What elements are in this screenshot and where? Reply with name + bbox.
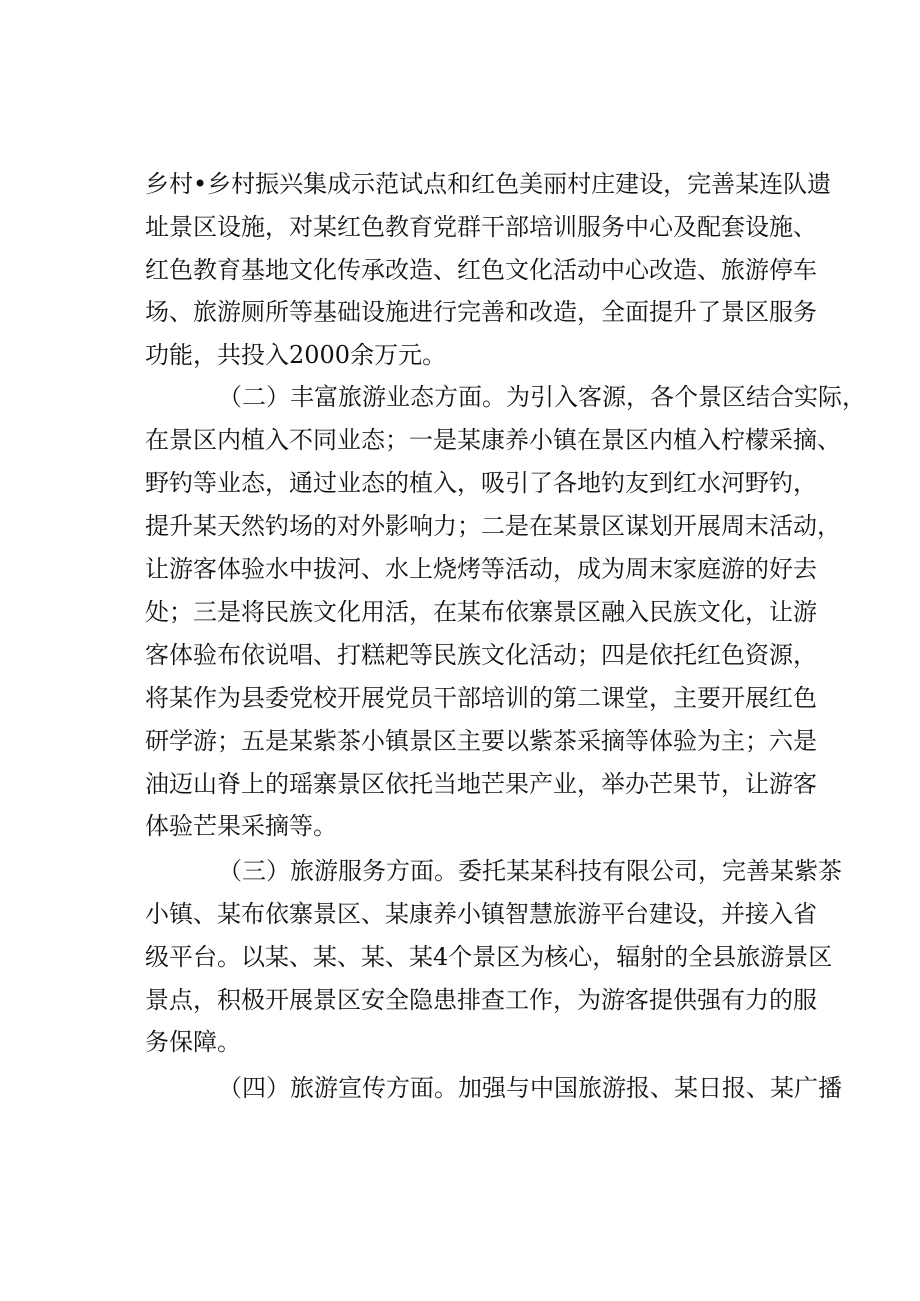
text-line-11: 处；三是将民族文化用活，在某布依寨景区融入民族文化，让游 (145, 598, 817, 626)
text-line-1: 乡村•乡村振兴集成示范试点和红色美丽村庄建设，完善某连队遗 (145, 170, 832, 198)
section-heading-2: （二）丰富旅游业态方面。为引入客源，各个景区结合实际， (218, 383, 866, 411)
text-line-15: 油迈山脊上的瑶寨景区依托当地芒果产业，举办芒果节，让游客 (145, 770, 817, 798)
text-line-18: 小镇、某布依寨景区、某康养小镇智慧旅游平台建设，并接入省 (145, 900, 817, 928)
text-line-4: 场、旅游厕所等基础设施进行完善和改造，全面提升了景区服务 (145, 298, 817, 326)
text-line-20: 景点，积极开展景区安全隐患排查工作，为游客提供强有力的服 (145, 986, 817, 1014)
text-line-13: 将某作为县委党校开展党员干部培训的第二课堂，主要开展红色 (145, 684, 817, 712)
section-heading-3: （三）旅游服务方面。委托某某科技有限公司，完善某紫茶 (218, 857, 842, 885)
text-line-2: 址景区设施，对某红色教育党群干部培训服务中心及配套设施、 (145, 213, 817, 241)
text-line-7: 在景区内植入不同业态；一是某康养小镇在景区内植入柠檬采摘、 (145, 426, 841, 454)
text-line-10: 让游客体验水中拔河、水上烧烤等活动，成为周末家庭游的好去 (145, 555, 817, 583)
text-line-12: 客体验布依说唱、打糕耙等民族文化活动；四是依托红色资源， (145, 641, 817, 669)
text-line-9: 提升某天然钓场的对外影响力；二是在某景区谋划开展周末活动， (145, 512, 841, 540)
text-line-5: 功能，共投入2000余万元。 (145, 341, 447, 369)
text-line-14: 研学游；五是某紫茶小镇景区主要以紫茶采摘等体验为主；六是 (145, 727, 817, 755)
text-line-3: 红色教育基地文化传承改造、红色文化活动中心改造、旅游停车 (145, 256, 817, 284)
text-line-19: 级平台。以某、某、某、某4个景区为核心，辐射的全县旅游景区 (145, 943, 833, 971)
text-line-16: 体验芒果采摘等。 (145, 812, 337, 840)
text-line-8: 野钓等业态，通过业态的植入，吸引了各地钓友到红水河野钓， (145, 469, 817, 497)
text-line-21: 务保障。 (145, 1028, 241, 1056)
section-heading-4: （四）旅游宣传方面。加强与中国旅游报、某日报、某广播 (218, 1074, 842, 1102)
